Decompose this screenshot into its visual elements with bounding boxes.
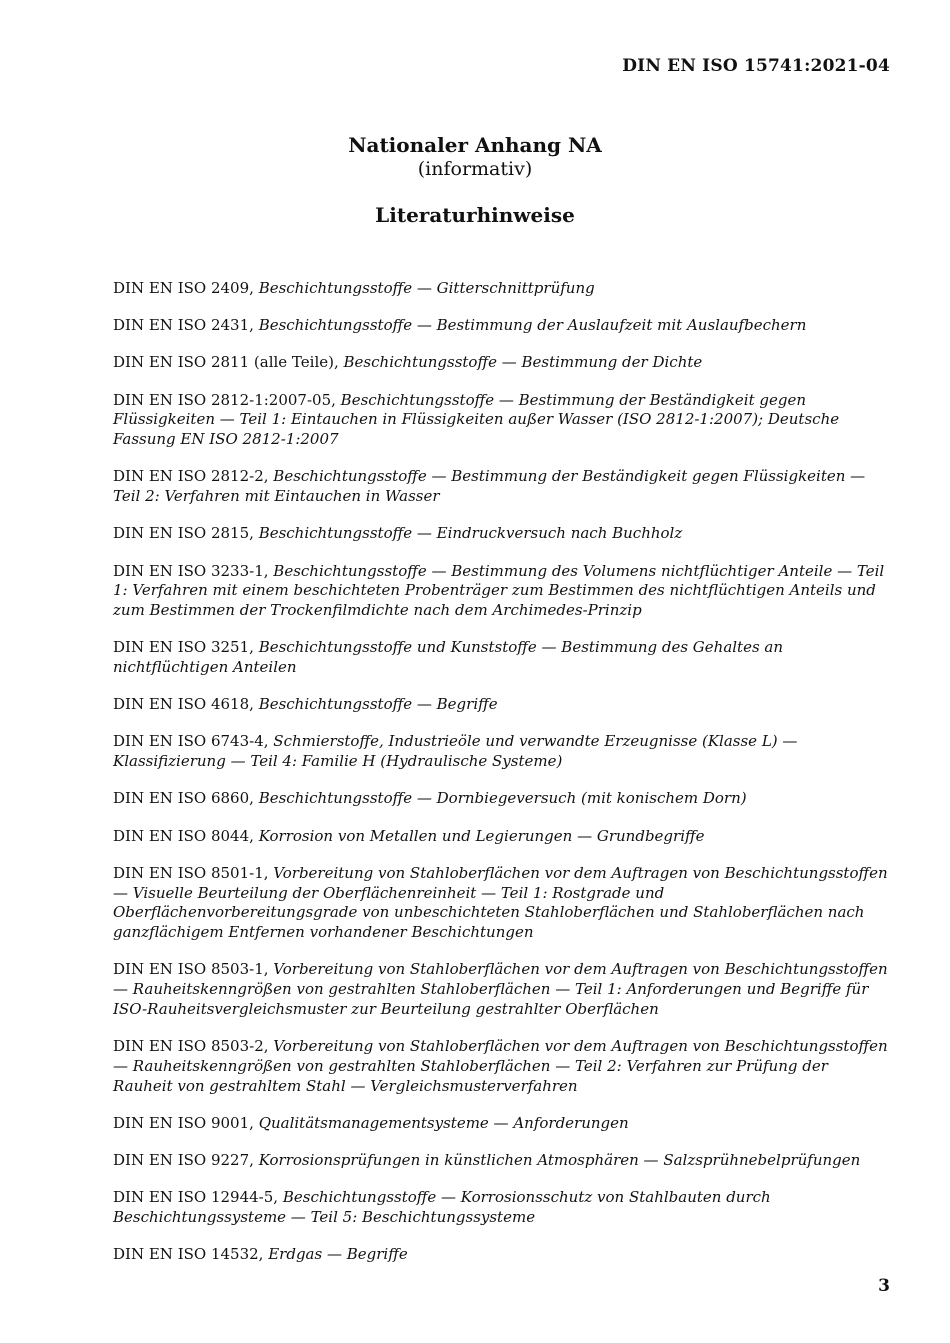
reference-item: DIN EN ISO 2811 (alle Teile), Beschichtungsstoffe — Bestimmung der Dichte bbox=[113, 353, 703, 372]
reference-title: Beschichtungsstoffe — Bestimmung der Beständigkeit gegen Flüssigkeiten — Teil 2: Verfahren mit Eintauchen in Wasser bbox=[113, 467, 866, 506]
reference-id: DIN EN ISO 3251 bbox=[113, 638, 250, 657]
reference-title: Beschichtungsstoffe — Gitterschnittprüfung bbox=[258, 279, 595, 297]
reference-item: DIN EN ISO 9001, Qualitätsmanagementsysteme — Anforderungen bbox=[113, 1113, 629, 1132]
reference-item: DIN EN ISO 8044, Korrosion von Metallen und Legierungen — Grundbegriffe bbox=[113, 826, 705, 845]
reference-id: DIN EN ISO 8044 bbox=[113, 826, 250, 845]
reference-id: DIN EN ISO 9001 bbox=[113, 1113, 250, 1132]
reference-item: DIN EN ISO 2431, Beschichtungsstoffe — Bestimmung der Auslaufzeit mit Auslaufbechern bbox=[113, 316, 807, 335]
reference-item: DIN EN ISO 9227, Korrosionsprüfungen in künstlichen Atmosphären — Salzsprühnebelprüfungen bbox=[113, 1151, 861, 1170]
reference-id: DIN EN ISO 2431 bbox=[113, 316, 250, 335]
reference-id: DIN EN ISO 8501-1 bbox=[113, 863, 264, 882]
reference-title: Beschichtungsstoffe und Kunststoffe — Bestimmung des Gehaltes an nichtflüchtigen Anteilen bbox=[113, 638, 784, 677]
reference-id: DIN EN ISO 8503-2 bbox=[113, 1037, 264, 1056]
annex-subtitle: (informativ) bbox=[417, 158, 533, 180]
reference-id: DIN EN ISO 2409 bbox=[113, 279, 250, 297]
page-number: 3 bbox=[878, 1276, 890, 1296]
reference-id: DIN EN ISO 4618 bbox=[113, 695, 250, 714]
reference-id: DIN EN ISO 2812-2 bbox=[113, 467, 264, 486]
reference-title: Beschichtungsstoffe — Bestimmung der Dichte bbox=[343, 353, 703, 372]
reference-title: Vorbereitung von Stahloberflächen vor dem Auftragen von Beschichtungsstoffen — Rauheitskenngrößen von gestrahlten Stahloberflächen — Teil 2: Verfahren zur Prüfung der Rauheit von gestrahltem Stahl — Vergleichsmusterverfahren bbox=[113, 1037, 888, 1095]
reference-item: DIN EN ISO 2815, Beschichtungsstoffe — Eindruckversuch nach Buchholz bbox=[113, 524, 683, 543]
reference-item: DIN EN ISO 3251, Beschichtungsstoffe und Kunststoffe — Bestimmung des Gehaltes an nichtflüchtigen Anteilen bbox=[113, 638, 784, 677]
annex-heading bbox=[0, 133, 950, 227]
reference-item: DIN EN ISO 2409, Beschichtungsstoffe — Gitterschnittprüfung bbox=[113, 279, 595, 297]
reference-title: Vorbereitung von Stahloberflächen vor dem Auftragen von Beschichtungsstoffen — Rauheitskenngrößen von gestrahlten Stahloberflächen — Teil 1: Anforderungen und Begriffe für ISO-Rauheitsvergleichsmuster zur Beurteilung gestrahlter Oberflächen bbox=[113, 960, 888, 1018]
reference-id: DIN EN ISO 6743-4 bbox=[113, 732, 264, 751]
reference-title: Beschichtungsstoffe — Begriffe bbox=[258, 695, 498, 714]
reference-id: DIN EN ISO 9227 bbox=[113, 1151, 250, 1170]
reference-id: DIN EN ISO 2812-1:2007-05 bbox=[113, 390, 332, 409]
reference-item: DIN EN ISO 6860, Beschichtungsstoffe — Dornbiegeversuch (mit konischem Dorn) bbox=[113, 789, 747, 808]
reference-title: Beschichtungsstoffe — Bestimmung der Auslaufzeit mit Auslaufbechern bbox=[258, 316, 807, 335]
reference-id: DIN EN ISO 2815 bbox=[113, 524, 250, 543]
reference-id: DIN EN ISO 2811 (alle Teile) bbox=[113, 353, 334, 372]
reference-title: Korrosion von Metallen und Legierungen — Grundbegriffe bbox=[258, 826, 705, 845]
reference-title: Vorbereitung von Stahloberflächen vor dem Auftragen von Beschichtungsstoffen — Visuelle Beurteilung der Oberflächenreinheit — Teil 1: Rostgrade und Oberflächenvorbereitungsgrade von unbeschichteten Stahloberflächen und Stahloberflächen nach ganzflächigem Entfernen vorhandener Beschichtungen bbox=[113, 863, 888, 942]
reference-id: DIN EN ISO 3233-1 bbox=[113, 561, 264, 580]
section-title: Literaturhinweise bbox=[375, 203, 575, 227]
reference-item: DIN EN ISO 14532, Erdgas — Begriffe bbox=[113, 1245, 408, 1264]
reference-item: DIN EN ISO 12944-5, Beschichtungsstoffe — Korrosionsschutz von Stahlbauten durch Beschichtungssysteme — Teil 5: Beschichtungssysteme bbox=[113, 1188, 771, 1227]
reference-item: DIN EN ISO 8503-2, Vorbereitung von Stahloberflächen vor dem Auftragen von Beschichtungsstoffen — Rauheitskenngrößen von gestrahlten Stahloberflächen — Teil 2: Verfahren zur Prüfung der Rauheit von gestrahltem Stahl — Vergleichsmusterverfahren bbox=[113, 1037, 888, 1095]
document-id: DIN EN ISO 15741:2021-04 bbox=[622, 56, 890, 76]
reference-item: DIN EN ISO 6743-4, Schmierstoffe, Industrieöle und verwandte Erzeugnisse (Klasse L) — Klassifizierung — Teil 4: Familie H (Hydraulische Systeme) bbox=[113, 732, 798, 771]
reference-item: DIN EN ISO 2812-1:2007-05, Beschichtungsstoffe — Bestimmung der Beständigkeit gegen Flüssigkeiten — Teil 1: Eintauchen in Flüssigkeiten außer Wasser (ISO 2812-1:2007); Deutsche Fassung EN ISO 2812-1:2007 bbox=[113, 390, 840, 449]
reference-item: DIN EN ISO 8503-1, Vorbereitung von Stahloberflächen vor dem Auftragen von Beschichtungsstoffen — Rauheitskenngrößen von gestrahlten Stahloberflächen — Teil 1: Anforderungen und Begriffe für ISO-Rauheitsvergleichsmuster zur Beurteilung gestrahlter Oberflächen bbox=[113, 960, 888, 1018]
reference-item: DIN EN ISO 3233-1, Beschichtungsstoffe — Bestimmung des Volumens nichtflüchtiger Anteile — Teil 1: Verfahren mit einem beschichteten Probenträger zum Bestimmen des nichtflüchtigen Anteils und zum Bestimmen der Trockenfilmdichte nach dem Archimedes-Prinzip bbox=[113, 561, 885, 620]
reference-item: DIN EN ISO 8501-1, Vorbereitung von Stahloberflächen vor dem Auftragen von Beschichtungsstoffen — Visuelle Beurteilung der Oberflächenreinheit — Teil 1: Rostgrade und Oberflächenvorbereitungsgrade von unbeschichteten Stahloberflächen und Stahloberflächen nach ganzflächigem Entfernen vorhandener Beschichtungen bbox=[113, 863, 888, 942]
reference-item: DIN EN ISO 2812-2, Beschichtungsstoffe — Bestimmung der Beständigkeit gegen Flüssigkeiten — Teil 2: Verfahren mit Eintauchen in Wasser bbox=[113, 467, 866, 506]
annex-title: Nationaler Anhang NA bbox=[348, 133, 602, 157]
reference-id: DIN EN ISO 8503-1 bbox=[113, 960, 264, 979]
reference-list bbox=[113, 279, 892, 1283]
reference-id: DIN EN ISO 14532 bbox=[113, 1245, 259, 1264]
reference-title: Beschichtungsstoffe — Bestimmung der Beständigkeit gegen Flüssigkeiten — Teil 1: Eintauchen in Flüssigkeiten außer Wasser (ISO 2812-1:2007); Deutsche Fassung EN ISO 2812-1:2007 bbox=[113, 390, 840, 449]
reference-title: Erdgas — Begriffe bbox=[268, 1245, 408, 1264]
reference-item: DIN EN ISO 4618, Beschichtungsstoffe — Begriffe bbox=[113, 695, 498, 714]
reference-title: Beschichtungsstoffe — Korrosionsschutz von Stahlbauten durch Beschichtungssysteme — Teil 5: Beschichtungssysteme bbox=[113, 1188, 771, 1227]
reference-id: DIN EN ISO 12944-5 bbox=[113, 1188, 274, 1207]
reference-title: Beschichtungsstoffe — Dornbiegeversuch (mit konischem Dorn) bbox=[258, 789, 747, 808]
reference-title: Korrosionsprüfungen in künstlichen Atmosphären — Salzsprühnebelprüfungen bbox=[258, 1151, 861, 1170]
reference-title: Schmierstoffe, Industrieöle und verwandte Erzeugnisse (Klasse L) — Klassifizierung — Teil 4: Familie H (Hydraulische Systeme) bbox=[113, 732, 798, 771]
reference-title: Beschichtungsstoffe — Bestimmung des Volumens nichtflüchtiger Anteile — Teil 1: Verfahren mit einem beschichteten Probenträger zum Bestimmen des nichtflüchtigen Anteils und zum Bestimmen der Trockenfilmdichte nach dem Archimedes-Prinzip bbox=[113, 561, 885, 620]
reference-title: Beschichtungsstoffe — Eindruckversuch nach Buchholz bbox=[258, 524, 683, 543]
reference-title: Qualitätsmanagementsysteme — Anforderungen bbox=[258, 1113, 629, 1132]
reference-id: DIN EN ISO 6860 bbox=[113, 789, 250, 808]
